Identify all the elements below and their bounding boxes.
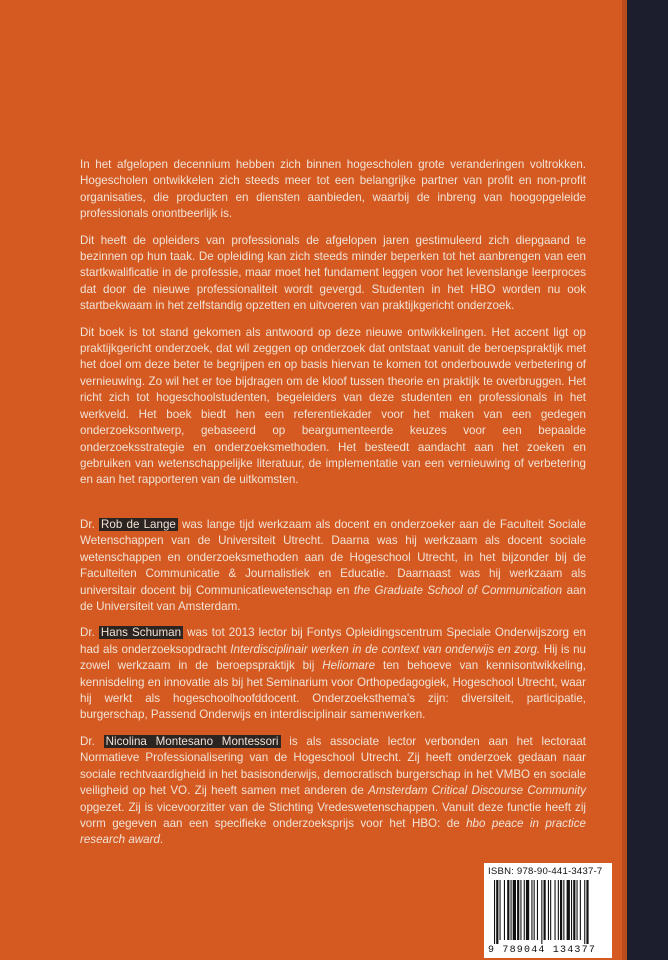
bio-text: aan de Universiteit van Amsterdam. xyxy=(80,583,586,614)
bio-text: opgezet. Zij is vicevoorzitter van de Stichting Vredeswetenschappen. Vanuit deze functie heeft zij vorm gegeven aan een specifieke onderzoeksprijs voor het HBO: de xyxy=(80,800,586,830)
book-spine xyxy=(627,0,668,960)
author-bio-1 xyxy=(80,517,586,615)
bio-italic: Amsterdam Critical Discourse Community xyxy=(368,784,587,798)
bio-italic: Heliomare xyxy=(322,659,376,673)
author-bio-2 xyxy=(80,625,586,723)
bio-text: is als associate lector verbonden aan het lectoraat Normatieve Professionalisering van de Hogeschool Utrecht. Zij heeft onderzoek gedaan naar sociale rechtvaardigheid in het basisonderwijs, democratisch burgerschap in het VMBO en sociale veiligheid op het VO. Zij heeft samen met anderen de xyxy=(80,734,587,798)
barcode-icon xyxy=(492,880,608,944)
author-title: Dr. xyxy=(80,734,95,748)
author-name: Nicolina Montesano Montessori xyxy=(105,734,279,748)
bio-text: Hij is nu zowel werkzaam in de beroepspraktijk bij xyxy=(80,642,586,673)
bio-italic: the Graduate School of Communication xyxy=(353,583,563,597)
bio-text: ten behoeve van kennisontwikkeling, kennisdeling en innovatie als bij het Seminarium voor Orthopedagogiek, Hogeschool Utrecht, waar hij werkt als hogeschoolhoofddocent. Onderzoeksthema's zijn: diversiteit, participatie, burgerschap, Passend Onderwijs en interdisciplinair samenwerken. xyxy=(80,659,587,722)
bio-text: . xyxy=(159,833,164,847)
bio-text: was tot 2013 lector bij Fontys Opleidingscentrum Speciale Onderwijszorg en had als onderzoeksopdracht xyxy=(80,626,586,656)
intro-paragraph-1: In het afgelopen decennium hebben zich binnen hogescholen grote veranderingen voltrokken. Hogescholen ontwikkelen zich steeds meer tot een belangrijke partner van profit en non-profit organisaties, die producten en diensten aanbieden, waarbij de inbreng van hoogopgeleide professionals onontbeerlijk is. xyxy=(80,158,586,221)
intro-paragraph-2: Dit heeft de opleiders van professionals de afgelopen jaren gestimuleerd zich diepgaand te bezinnen op hun taak. De opleiding kan zich steeds minder beperken tot het aanbrengen van een startkwalificatie in de professie, maar moet het fundament leggen voor het levenslange leerproces dat door de nieuwe professionaliteit wordt gevergd. Studenten in het HBO worden nu ook startbekwaam in het zelfstandig opzetten en uitvoeren van praktijkgericht onderzoek. xyxy=(80,233,586,313)
author-name: Hans Schuman xyxy=(100,626,182,640)
author-name: Rob de Lange xyxy=(101,518,176,531)
author-bio-3 xyxy=(80,734,586,849)
author-title: Dr. xyxy=(80,518,95,531)
intro-text xyxy=(80,157,586,499)
bio-text: was lange tijd werkzaam als docent en onderzoeker aan de Faculteit Sociale Wetenschappen van de Universiteit Utrecht. Daarna was hij werkzaam als docent sociale wetenschappen en onderzoeksmethoden aan de Hogeschool Utrecht, in het bijzonder bij de Faculteiten Communicatie & Journalistiek en Educatie. Daarnaast was hij werkzaam als universitair docent bij Communicatiewetenschap en xyxy=(80,518,586,597)
intro-paragraph-3: Dit boek is tot stand gekomen als antwoord op deze nieuwe ontwikkelingen. Het accent ligt op praktijkgericht onderzoek, dat wil zeggen op onderzoek dat ontstaat vanuit de beroepspraktijk met het doel om deze beter te begrijpen en op basis hiervan te komen tot onderbouwde verbetering of vernieuwing. Zo wil het er toe bijdragen om de kloof tussen theorie en praktijk te overbruggen. Het richt zich tot hogeschoolstudenten, begeleiders van deze studenten en professionals in het werkveld. Het boek biedt hen een referentiekader voor het maken van een gedegen onderzoeksontwerp, gebaseerd op beargumenteerde keuzes voor een bepaalde onderzoeksstrategie en onderzoeksmethoden. Het besteedt aandacht aan het zoeken en gebruiken van wetenschappelijke literatuur, de implementatie van een vernieuwing of verbetering en aan het rapporteren van de uitkomsten. xyxy=(80,325,586,487)
barcode-number: 9 789044 134377 xyxy=(488,945,597,956)
bio-italic: Interdisciplinair werken in de context van onderwijs en zorg. xyxy=(230,642,541,656)
bio-italic: hbo peace in practice research award xyxy=(80,816,586,847)
author-title: Dr. xyxy=(80,626,95,640)
isbn-label: ISBN: 978-90-441-3437-7 xyxy=(488,866,603,877)
author-bios xyxy=(80,517,586,859)
